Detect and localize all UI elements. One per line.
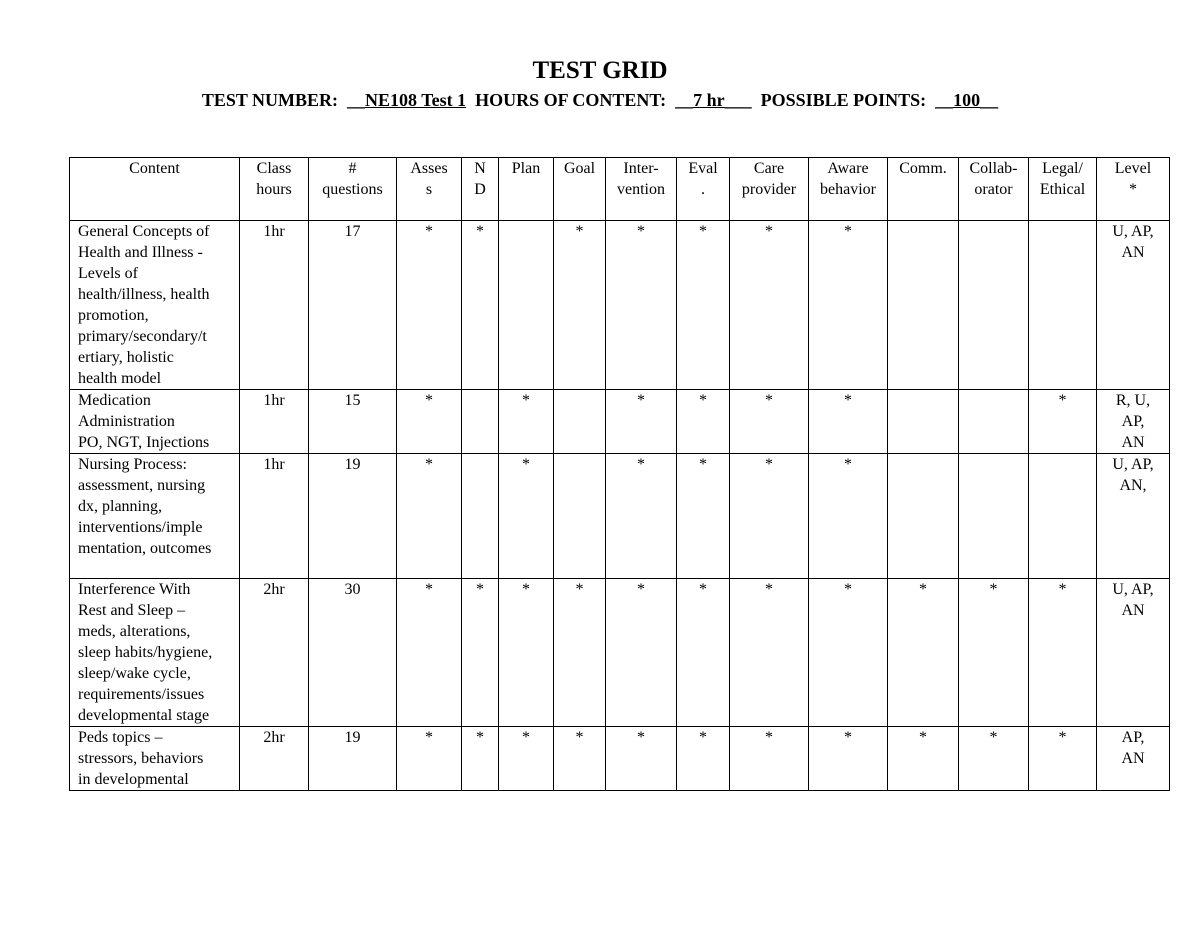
column-header	[606, 158, 677, 221]
text-line: Rest and Sleep –	[78, 602, 186, 619]
mark-cell: *	[809, 390, 888, 454]
mark-cell: *	[809, 454, 888, 579]
mark-cell: *	[677, 390, 730, 454]
text-line: Ethical	[1039, 181, 1086, 198]
mark-cell: *	[397, 727, 462, 791]
text-line: D	[474, 181, 486, 198]
mark-cell: *	[809, 579, 888, 727]
mark-cell: *	[499, 390, 554, 454]
mark-cell	[462, 390, 499, 454]
text-line: AN	[1121, 434, 1145, 451]
column-header	[70, 158, 240, 221]
questions-cell: 17	[309, 221, 397, 390]
text-line: AN,	[1119, 477, 1147, 494]
questions-cell: 19	[309, 727, 397, 791]
text-line: Class	[256, 160, 292, 177]
text-line: #	[348, 160, 357, 177]
class-hours-cell: 2hr	[240, 727, 309, 791]
table-row	[70, 454, 1170, 579]
column-header	[959, 158, 1029, 221]
mark-cell: *	[730, 221, 809, 390]
level-cell	[1097, 579, 1170, 727]
mark-cell	[888, 454, 959, 579]
text-line: in developmental	[78, 771, 189, 788]
mark-cell: *	[554, 727, 606, 791]
mark-cell: *	[397, 579, 462, 727]
content-cell	[70, 221, 240, 390]
text-line: AN	[1121, 750, 1145, 767]
mark-cell	[499, 221, 554, 390]
mark-cell: *	[606, 727, 677, 791]
column-header	[1029, 158, 1097, 221]
text-line: N	[474, 160, 486, 177]
content-cell	[70, 727, 240, 791]
text-line: vention	[617, 181, 665, 198]
hours-value: 7 hr	[693, 90, 725, 110]
level-cell	[1097, 221, 1170, 390]
page-title: TEST GRID	[532, 57, 668, 84]
mark-cell: *	[462, 221, 499, 390]
questions-cell: 30	[309, 579, 397, 727]
text-line: orator	[974, 181, 1013, 198]
text-line: sleep/wake cycle,	[78, 665, 191, 682]
mark-cell: *	[888, 579, 959, 727]
column-header	[462, 158, 499, 221]
mark-cell: *	[730, 454, 809, 579]
text-line: health model	[78, 370, 162, 387]
text-line: AN	[1121, 602, 1145, 619]
mark-cell	[554, 454, 606, 579]
mark-cell: *	[730, 579, 809, 727]
table-row	[70, 221, 1170, 390]
mark-cell: *	[499, 454, 554, 579]
mark-cell: *	[397, 221, 462, 390]
text-line: primary/secondary/t	[78, 328, 207, 345]
test-info-line: TEST NUMBER: __NE108 Test 1 HOURS OF CONTENT: __7 hr___ POSSIBLE POINTS: __100__	[201, 90, 999, 110]
mark-cell: *	[554, 579, 606, 727]
level-cell	[1097, 390, 1170, 454]
column-header	[809, 158, 888, 221]
table-body	[70, 221, 1170, 791]
mark-cell: *	[397, 390, 462, 454]
content-cell	[70, 454, 240, 579]
text-line: Inter-	[623, 160, 659, 177]
questions-cell: 19	[309, 454, 397, 579]
column-header	[888, 158, 959, 221]
text-line: U, AP,	[1112, 223, 1154, 240]
mark-cell: *	[809, 727, 888, 791]
text-line: U, AP,	[1112, 581, 1154, 598]
points-label: POSSIBLE POINTS:	[760, 90, 927, 110]
text-line: Comm.	[899, 160, 947, 177]
questions-cell: 15	[309, 390, 397, 454]
mark-cell: *	[677, 221, 730, 390]
text-line: Asses	[410, 160, 448, 177]
mark-cell	[959, 221, 1029, 390]
column-header	[309, 158, 397, 221]
text-line: behavior	[820, 181, 876, 198]
text-line: Levels of	[78, 265, 138, 282]
mark-cell: *	[499, 727, 554, 791]
mark-cell: *	[1029, 390, 1097, 454]
test-number-value: NE108 Test 1	[365, 90, 467, 110]
class-hours-cell: 1hr	[240, 221, 309, 390]
text-line: Health and Illness -	[78, 244, 203, 261]
text-line: stressors, behaviors	[78, 750, 204, 767]
mark-cell	[888, 390, 959, 454]
mark-cell: *	[462, 579, 499, 727]
text-line: Goal	[563, 160, 596, 177]
table-row	[70, 727, 1170, 791]
text-line: s	[425, 181, 433, 198]
text-line: Content	[129, 160, 180, 177]
text-line: requirements/issues	[78, 686, 205, 703]
text-line: Care	[753, 160, 785, 177]
text-line: Legal/	[1042, 160, 1083, 177]
mark-cell: *	[809, 221, 888, 390]
mark-cell: *	[959, 727, 1029, 791]
text-line: mentation, outcomes	[78, 540, 212, 557]
mark-cell: *	[730, 390, 809, 454]
mark-cell: *	[677, 727, 730, 791]
mark-cell: *	[606, 579, 677, 727]
table-row	[70, 390, 1170, 454]
text-line: Nursing Process:	[78, 456, 187, 473]
mark-cell: *	[1029, 727, 1097, 791]
mark-cell: *	[888, 727, 959, 791]
text-line: questions	[322, 181, 383, 198]
mark-cell: *	[959, 579, 1029, 727]
column-header	[677, 158, 730, 221]
mark-cell	[959, 390, 1029, 454]
column-header	[499, 158, 554, 221]
text-line: AP,	[1121, 413, 1145, 430]
mark-cell: *	[730, 727, 809, 791]
text-line: Peds topics –	[78, 729, 163, 746]
text-line: Eval	[688, 160, 718, 177]
text-line: sleep habits/hygiene,	[78, 644, 213, 661]
points-value: 100	[953, 90, 981, 110]
text-line: AP,	[1121, 729, 1145, 746]
level-cell	[1097, 727, 1170, 791]
text-line: PO, NGT, Injections	[78, 434, 210, 451]
text-line: meds, alterations,	[78, 623, 191, 640]
mark-cell	[462, 454, 499, 579]
mark-cell	[959, 454, 1029, 579]
text-line: developmental stage	[78, 707, 210, 724]
text-line: promotion,	[78, 307, 149, 324]
column-header	[397, 158, 462, 221]
text-line: Plan	[511, 160, 541, 177]
text-line: Interference With	[78, 581, 191, 598]
hours-label: HOURS OF CONTENT:	[475, 90, 667, 110]
level-cell	[1097, 454, 1170, 579]
mark-cell: *	[606, 221, 677, 390]
text-line: Administration	[78, 413, 175, 430]
test-grid-table	[69, 157, 1170, 791]
text-line: Medication	[78, 392, 151, 409]
text-line: dx, planning,	[78, 498, 162, 515]
text-line: R, U,	[1115, 392, 1151, 409]
class-hours-cell: 1hr	[240, 454, 309, 579]
mark-cell: *	[397, 454, 462, 579]
text-line: Aware	[827, 160, 869, 177]
table-row	[70, 579, 1170, 727]
text-line: hours	[256, 181, 292, 198]
column-header	[730, 158, 809, 221]
text-line: AN	[1121, 244, 1145, 261]
content-cell	[70, 579, 240, 727]
mark-cell: *	[1029, 579, 1097, 727]
text-line: Collab-	[969, 160, 1018, 177]
mark-cell	[1029, 221, 1097, 390]
mark-cell: *	[554, 221, 606, 390]
mark-cell: *	[677, 454, 730, 579]
mark-cell	[888, 221, 959, 390]
text-line: .	[701, 181, 705, 198]
column-header	[554, 158, 606, 221]
text-line: U, AP,	[1112, 456, 1154, 473]
class-hours-cell: 2hr	[240, 579, 309, 727]
mark-cell: *	[677, 579, 730, 727]
text-line: assessment, nursing	[78, 477, 206, 494]
text-line: provider	[741, 181, 797, 198]
test-number-label: TEST NUMBER:	[201, 90, 339, 110]
text-line: health/illness, health	[78, 286, 210, 303]
mark-cell	[554, 390, 606, 454]
mark-cell: *	[462, 727, 499, 791]
mark-cell	[1029, 454, 1097, 579]
text-line: Level	[1114, 160, 1152, 177]
content-cell	[70, 390, 240, 454]
mark-cell: *	[499, 579, 554, 727]
column-header	[1097, 158, 1170, 221]
text-line: General Concepts of	[78, 223, 210, 240]
text-line: ertiary, holistic	[78, 349, 174, 366]
mark-cell: *	[606, 454, 677, 579]
text-line: *	[1129, 181, 1137, 198]
column-header	[240, 158, 309, 221]
class-hours-cell: 1hr	[240, 390, 309, 454]
text-line: interventions/imple	[78, 519, 203, 536]
header-row	[70, 158, 1170, 221]
mark-cell: *	[606, 390, 677, 454]
